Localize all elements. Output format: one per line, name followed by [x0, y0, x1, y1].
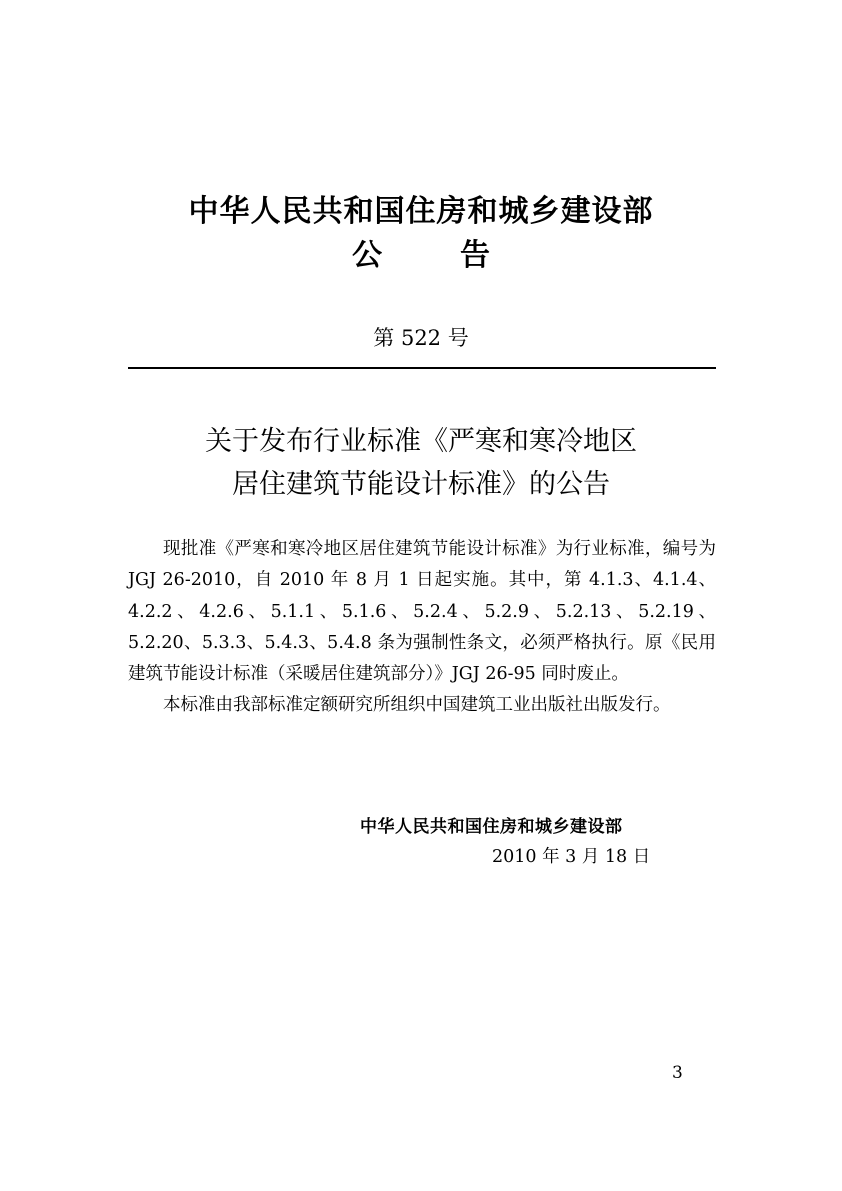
signature-date: 2010 年 3 月 18 日	[492, 847, 651, 867]
notice-body	[128, 534, 716, 722]
page-number: 3	[672, 1063, 683, 1083]
body-paragraph-1: 现批准《严寒和寒冷地区居住建筑节能设计标准》为行业标准，编号为 JGJ 26-2010，自 2010 年 8 月 1 日起实施。其中，第 4.1.3、4.1.4、4.2.2、4.2.6、5.1.1、5.1.6、5.2.4、5.2.9、5.2.13、5.2.19、5.2.20、5.3.3、5.4.3、5.4.8 条为强制性条文，必须严格执行。原《民用建筑节能设计标准（采暖居住建筑部分）》JGJ 26-95 同时废止。	[128, 539, 716, 685]
signature-organization: 中华人民共和国住房和城乡建设部	[360, 817, 623, 837]
notice-title-char-1: 公	[352, 238, 382, 273]
header-divider	[128, 367, 716, 369]
subject-line-1: 关于发布行业标准《严寒和寒冷地区	[205, 426, 637, 457]
notice-subject	[0, 420, 842, 506]
body-paragraph-2: 本标准由我部标准定额研究所组织中国建筑工业出版社出版发行。	[163, 695, 671, 716]
signature-block	[360, 812, 716, 872]
ministry-title: 中华人民共和国住房和城乡建设部	[188, 194, 654, 229]
issue-number: 第 522 号	[373, 326, 469, 350]
subject-line-2: 居住建筑节能设计标准》的公告	[232, 469, 610, 500]
notice-title-char-2: 告	[460, 238, 490, 273]
notice-title	[0, 236, 842, 276]
